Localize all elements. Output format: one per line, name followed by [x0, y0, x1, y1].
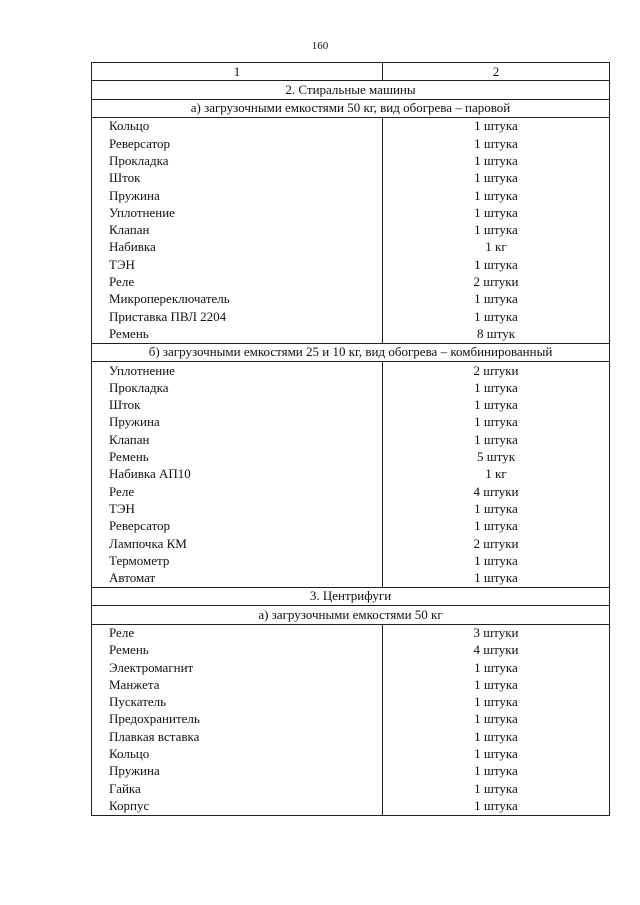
- part-name: Манжета: [92, 676, 383, 693]
- table-row: [92, 746, 610, 763]
- part-quantity: 1 штука: [383, 728, 610, 745]
- part-name: Уплотнение: [92, 204, 383, 221]
- part-name: Пускатель: [92, 694, 383, 711]
- part-quantity: 1 штука: [383, 222, 610, 239]
- table-row: [92, 414, 610, 431]
- table-row: [92, 466, 610, 483]
- part-name: Шток: [92, 170, 383, 187]
- table-row: [92, 325, 610, 343]
- part-name: Прокладка: [92, 152, 383, 169]
- part-name: Электромагнит: [92, 659, 383, 676]
- part-quantity: 2 штуки: [383, 274, 610, 291]
- table-row: [92, 518, 610, 535]
- part-quantity: 1 штука: [383, 414, 610, 431]
- table-row: [92, 256, 610, 273]
- table-row: [92, 694, 610, 711]
- column-header-2: 2: [383, 63, 610, 81]
- table-row: [92, 711, 610, 728]
- part-quantity: 1 штука: [383, 746, 610, 763]
- part-quantity: 5 штук: [383, 449, 610, 466]
- table-row: [92, 204, 610, 221]
- part-quantity: 1 кг: [383, 466, 610, 483]
- part-quantity: 1 штука: [383, 676, 610, 693]
- subsection-row: [92, 343, 610, 361]
- part-name: Реверсатор: [92, 135, 383, 152]
- part-quantity: 1 штука: [383, 117, 610, 135]
- part-name: Набивка: [92, 239, 383, 256]
- table-row: [92, 728, 610, 745]
- table-row: [92, 222, 610, 239]
- table-body: [92, 63, 610, 816]
- table-row: [92, 308, 610, 325]
- table-row: [92, 500, 610, 517]
- table-row: [92, 170, 610, 187]
- table-row: [92, 659, 610, 676]
- table-row: [92, 291, 610, 308]
- section-title: 3. Центрифуги: [92, 587, 610, 605]
- part-name: Плавкая вставка: [92, 728, 383, 745]
- part-name: Реле: [92, 483, 383, 500]
- part-quantity: 3 штуки: [383, 624, 610, 642]
- part-name: Ремень: [92, 449, 383, 466]
- table-row: [92, 483, 610, 500]
- table-row: [92, 642, 610, 659]
- table-row: [92, 780, 610, 797]
- part-name: Лампочка КМ: [92, 535, 383, 552]
- part-name: Кольцо: [92, 746, 383, 763]
- part-quantity: 1 штука: [383, 397, 610, 414]
- subsection-row: [92, 606, 610, 624]
- table-row: [92, 187, 610, 204]
- part-name: Реле: [92, 274, 383, 291]
- table-row: [92, 362, 610, 380]
- part-quantity: 1 штука: [383, 291, 610, 308]
- part-quantity: 1 штука: [383, 187, 610, 204]
- section-row: [92, 81, 610, 99]
- part-quantity: 1 штука: [383, 204, 610, 221]
- table-row: [92, 135, 610, 152]
- part-name: Ремень: [92, 642, 383, 659]
- part-name: Кольцо: [92, 117, 383, 135]
- part-name: Пружина: [92, 414, 383, 431]
- part-name: Приставка ПВЛ 2204: [92, 308, 383, 325]
- part-quantity: 1 кг: [383, 239, 610, 256]
- subsection-title: а) загрузочными емкостями 50 кг, вид обогрева – паровой: [92, 99, 610, 117]
- part-quantity: 1 штука: [383, 659, 610, 676]
- part-quantity: 1 штука: [383, 694, 610, 711]
- section-row: [92, 587, 610, 605]
- part-quantity: 2 штуки: [383, 362, 610, 380]
- part-name: Гайка: [92, 780, 383, 797]
- table-row: [92, 676, 610, 693]
- part-name: Автомат: [92, 570, 383, 588]
- part-name: ТЭН: [92, 256, 383, 273]
- part-name: Набивка АП10: [92, 466, 383, 483]
- table-row: [92, 763, 610, 780]
- table-row: [92, 535, 610, 552]
- part-name: Прокладка: [92, 379, 383, 396]
- part-quantity: 1 штука: [383, 256, 610, 273]
- part-name: Шток: [92, 397, 383, 414]
- part-quantity: 1 штука: [383, 135, 610, 152]
- table-row: [92, 449, 610, 466]
- header-row: [92, 63, 610, 81]
- part-name: Пружина: [92, 763, 383, 780]
- table-row: [92, 117, 610, 135]
- table-row: [92, 624, 610, 642]
- table-row: [92, 797, 610, 815]
- spare-parts-table: [91, 62, 610, 816]
- table-row: [92, 379, 610, 396]
- table-row: [92, 274, 610, 291]
- table-row: [92, 570, 610, 588]
- part-quantity: 1 штука: [383, 763, 610, 780]
- part-quantity: 8 штук: [383, 325, 610, 343]
- part-quantity: 1 штука: [383, 570, 610, 588]
- subsection-title: а) загрузочными емкостями 50 кг: [92, 606, 610, 624]
- part-quantity: 1 штука: [383, 308, 610, 325]
- part-quantity: 1 штука: [383, 500, 610, 517]
- part-quantity: 4 штуки: [383, 483, 610, 500]
- part-name: Предохранитель: [92, 711, 383, 728]
- part-quantity: 1 штука: [383, 711, 610, 728]
- part-name: Клапан: [92, 222, 383, 239]
- table-row: [92, 552, 610, 569]
- column-header-1: 1: [92, 63, 383, 81]
- page-number: 160: [311, 40, 329, 52]
- part-quantity: 1 штука: [383, 379, 610, 396]
- part-quantity: 1 штука: [383, 431, 610, 448]
- part-name: Реле: [92, 624, 383, 642]
- part-quantity: 1 штука: [383, 552, 610, 569]
- part-name: Клапан: [92, 431, 383, 448]
- part-quantity: 1 штука: [383, 780, 610, 797]
- part-name: Микропереключатель: [92, 291, 383, 308]
- table-row: [92, 239, 610, 256]
- part-quantity: 4 штуки: [383, 642, 610, 659]
- section-title: 2. Стиральные машины: [92, 81, 610, 99]
- part-name: ТЭН: [92, 500, 383, 517]
- part-name: Уплотнение: [92, 362, 383, 380]
- part-name: Термометр: [92, 552, 383, 569]
- part-quantity: 1 штука: [383, 152, 610, 169]
- part-quantity: 1 штука: [383, 797, 610, 815]
- table-row: [92, 152, 610, 169]
- part-quantity: 2 штуки: [383, 535, 610, 552]
- part-name: Пружина: [92, 187, 383, 204]
- part-name: Ремень: [92, 325, 383, 343]
- part-name: Корпус: [92, 797, 383, 815]
- subsection-row: [92, 99, 610, 117]
- part-quantity: 1 штука: [383, 170, 610, 187]
- part-name: Реверсатор: [92, 518, 383, 535]
- table-row: [92, 431, 610, 448]
- table-row: [92, 397, 610, 414]
- part-quantity: 1 штука: [383, 518, 610, 535]
- subsection-title: б) загрузочными емкостями 25 и 10 кг, вид обогрева – комбинированный: [92, 343, 610, 361]
